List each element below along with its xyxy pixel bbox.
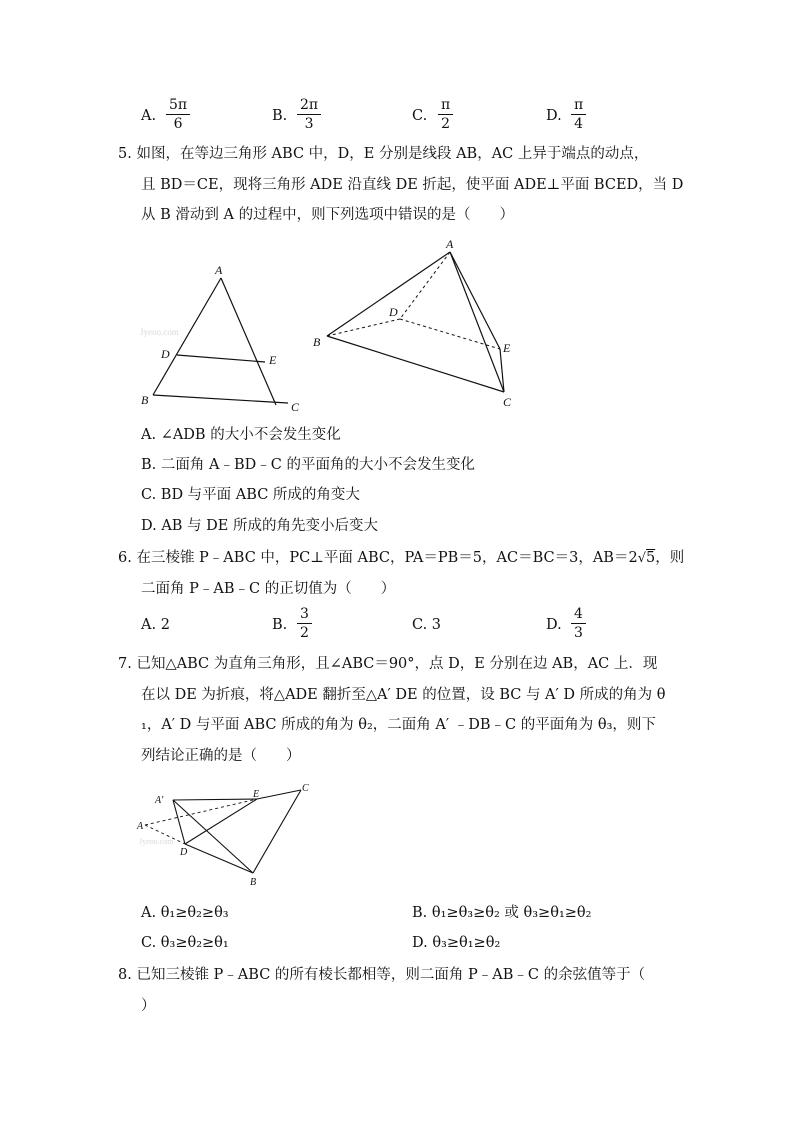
q4-option-b-label: B. bbox=[272, 108, 288, 124]
q4-option-a-numerator: 5π bbox=[166, 98, 190, 115]
q6-option-a: A. 2 bbox=[141, 617, 170, 633]
q7-option-c: C. θ₃≥θ₂≥θ₁ bbox=[141, 935, 229, 951]
q8-stem-line1: 8. 已知三棱锥 P﹣ABC 的所有棱长都相等，则二面角 P﹣AB﹣C 的余弦值等于（ bbox=[118, 967, 646, 983]
q6-option-b-label: B. bbox=[272, 617, 288, 633]
q4-option-b-fraction bbox=[297, 98, 321, 131]
q4-option-d-fraction bbox=[571, 98, 586, 131]
q6-option-d-label: D. bbox=[546, 617, 562, 633]
q5-stem-line2: 且 BD＝CE，现将三角形 ADE 沿直线 DE 折起，使平面 ADE⊥平面 BCED，当 D bbox=[141, 177, 684, 193]
q5-option-d: D. AB 与 DE 所成的角先变小后变大 bbox=[141, 518, 378, 534]
q6-sqrt-value: 5 bbox=[646, 550, 656, 566]
q6-stem-line1: 6. 在三棱锥 P﹣ABC 中，PC⊥平面 ABC，PA＝PB＝5，AC＝BC＝3，AB＝2√5，则 bbox=[118, 550, 685, 566]
q4-option-d-label: D. bbox=[546, 108, 562, 124]
q7-option-d: D. θ₃≥θ₁≥θ₂ bbox=[412, 935, 501, 951]
q8-stem-line2: ） bbox=[141, 998, 156, 1014]
q4-option-c-numerator: π bbox=[438, 98, 453, 115]
q5-option-a: A. ∠ADB 的大小不会发生变化 bbox=[141, 427, 341, 443]
q4-option-a-fraction bbox=[166, 98, 190, 131]
q5-stem-line1: 5. 如图，在等边三角形 ABC 中，D，E 分别是线段 AB，AC 上异于端点的动点， bbox=[118, 146, 649, 162]
q7-stem-line3: ₁，A′ D 与平面 ABC 所成的角为 θ₂，二面角 A′ ﹣DB﹣C 的平面角为 θ₃，则下 bbox=[141, 717, 656, 733]
fig3-watermark: Jyeoo.com bbox=[139, 837, 174, 846]
q4-option-c-fraction bbox=[438, 98, 453, 131]
fig1-label-e: E bbox=[269, 353, 277, 367]
fig2-label-d: D bbox=[389, 305, 398, 319]
q4-option-c-denominator: 2 bbox=[441, 115, 451, 132]
fig2-label-c: C bbox=[503, 395, 512, 409]
q7-option-a: A. θ₁≥θ₂≥θ₃ bbox=[141, 905, 229, 921]
fig3-label-c: C bbox=[302, 783, 309, 794]
fig3-label-d: D bbox=[180, 847, 188, 858]
q4-option-b-denominator: 3 bbox=[304, 115, 314, 132]
q7-stem-line2: 在以 DE 为折痕，将△ADE 翻折至△A′ DE 的位置，设 BC 与 A′ D 所成的角为 θ bbox=[141, 687, 666, 703]
q6-stem-line1-text: 6. 在三棱锥 P﹣ABC 中，PC⊥平面 ABC，PA＝PB＝5，AC＝BC＝3，AB＝2 bbox=[118, 550, 638, 566]
q6-option-b-numerator: 3 bbox=[297, 607, 312, 624]
q5-option-b: B. 二面角 A﹣BD﹣C 的平面角的大小不会发生变化 bbox=[141, 457, 475, 473]
q6-stem-line2: 二面角 P﹣AB﹣C 的正切值为（ ） bbox=[141, 581, 396, 597]
q4-option-d-numerator: π bbox=[571, 98, 586, 115]
q6-option-b-denominator: 2 bbox=[300, 624, 309, 641]
q6-option-d-fraction bbox=[571, 607, 586, 640]
q7-stem-line1: 7. 已知△ABC 为直角三角形，且∠ABC＝90°，点 D，E 分别在边 AB，AC 上．现 bbox=[118, 656, 658, 672]
q6-option-d-numerator: 4 bbox=[571, 607, 586, 624]
fig3-label-a-prime: A' bbox=[155, 795, 164, 806]
q6-option-c: C. 3 bbox=[412, 617, 442, 633]
q4-option-d-denominator: 4 bbox=[574, 115, 584, 132]
fig3-label-a: A bbox=[137, 821, 144, 832]
fig2-label-b: B bbox=[313, 335, 321, 349]
fig2-label-a: A bbox=[446, 237, 454, 251]
fig1-label-c: C bbox=[291, 400, 300, 414]
q5-stem-line3: 从 B 滑动到 A 的过程中，则下列选项中错误的是（ ） bbox=[141, 207, 515, 223]
fig1-label-d: D bbox=[161, 347, 170, 361]
fig1-label-b: B bbox=[141, 393, 149, 407]
q4-option-a-denominator: 6 bbox=[173, 115, 183, 132]
fig1-watermark: Jyeoo.com bbox=[140, 327, 179, 337]
q6-option-d-denominator: 3 bbox=[574, 624, 583, 641]
q4-option-a-label: A. bbox=[141, 108, 157, 124]
q5-option-c: C. BD 与平面 ABC 所成的角变大 bbox=[141, 487, 360, 503]
q7-figure bbox=[135, 778, 325, 893]
q4-option-b-numerator: 2π bbox=[297, 98, 321, 115]
q6-option-b-fraction bbox=[297, 607, 312, 640]
fig2-label-e: E bbox=[503, 341, 511, 355]
fig1-label-a: A bbox=[215, 263, 223, 277]
q7-option-b: B. θ₁≥θ₃≥θ₂ 或 θ₃≥θ₁≥θ₂ bbox=[412, 905, 592, 921]
q4-option-c-label: C. bbox=[412, 108, 428, 124]
fig3-label-b: B bbox=[250, 877, 257, 888]
q5-figure-folded bbox=[305, 232, 535, 417]
q6-stem-line1-end: ，则 bbox=[655, 550, 685, 566]
q5-figure-triangle bbox=[135, 258, 315, 418]
fig3-label-e: E bbox=[253, 789, 260, 800]
q7-stem-line4: 列结论正确的是（ ） bbox=[141, 748, 301, 764]
